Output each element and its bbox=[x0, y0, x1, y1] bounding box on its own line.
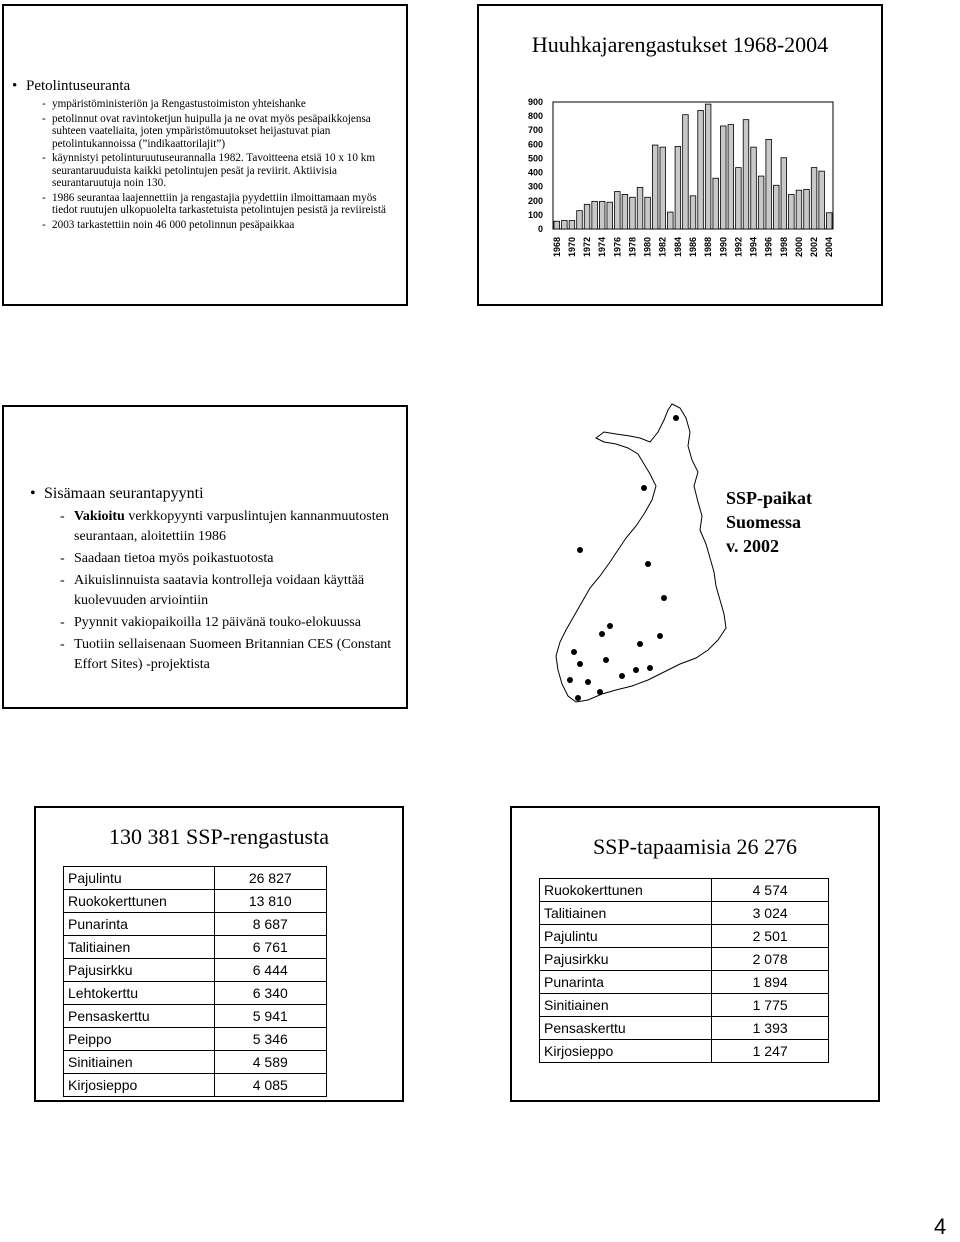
map-title bbox=[726, 486, 856, 558]
table-row bbox=[540, 925, 829, 948]
recapture-table bbox=[539, 878, 829, 1063]
map-title-line: v. 2002 bbox=[726, 536, 780, 556]
bar bbox=[743, 120, 749, 229]
bar bbox=[599, 201, 605, 229]
bar bbox=[720, 126, 726, 229]
slide3-heading: • Sisämaan seurantapyynti bbox=[44, 485, 204, 503]
bar bbox=[668, 212, 674, 229]
y-tick-label: 200 bbox=[527, 195, 543, 206]
species-name: Ruokokerttunen bbox=[540, 879, 712, 902]
species-count: 13 810 bbox=[214, 890, 326, 913]
species-name: Pajulintu bbox=[540, 925, 712, 948]
species-count: 4 574 bbox=[712, 879, 829, 902]
bar bbox=[660, 147, 666, 229]
slide3-item: - Pyynnit vakiopaikoilla 12 päivänä touko-elokuussa bbox=[60, 613, 400, 633]
slide-petolintuseuranta bbox=[2, 4, 408, 306]
slide5-title: SSP-tapaamisia 26 276 bbox=[592, 834, 798, 859]
bar bbox=[758, 176, 764, 229]
bar bbox=[577, 211, 583, 229]
bar bbox=[811, 168, 817, 229]
bar bbox=[698, 110, 704, 229]
slide4-title: 130 381 SSP-rengastusta bbox=[109, 824, 329, 849]
species-name: Peippo bbox=[64, 1028, 215, 1051]
ssp-site-dot bbox=[585, 679, 591, 685]
x-tick-label: 1976 bbox=[612, 237, 623, 258]
ssp-site-dot bbox=[673, 415, 679, 421]
species-count: 2 501 bbox=[712, 925, 829, 948]
x-tick-label: 2004 bbox=[824, 237, 835, 258]
bar bbox=[796, 190, 802, 229]
species-name: Sinitiainen bbox=[540, 994, 712, 1017]
table-row bbox=[540, 994, 829, 1017]
species-count: 6 761 bbox=[214, 936, 326, 959]
x-tick-label: 1992 bbox=[733, 237, 744, 258]
x-tick-label: 1970 bbox=[566, 237, 577, 258]
x-tick-label: 1996 bbox=[763, 237, 774, 258]
slide1-item: - 2003 tarkastettiin noin 46 000 petolinnun pesäpaikkaa bbox=[42, 219, 386, 232]
ssp-site-dot bbox=[597, 689, 603, 695]
species-count: 8 687 bbox=[214, 913, 326, 936]
slide1-item: - petolinnut ovat ravintoketjun huipulla ja ne ovat myös pesäpaikkojensa suhteen vaateliaita, joten ympäristömuutokset heijastuvat pian petolintukannoissa (”indikaattorilajit”) bbox=[42, 113, 386, 151]
bar bbox=[615, 192, 621, 229]
species-name: Pajusirkku bbox=[540, 948, 712, 971]
bar bbox=[713, 178, 719, 229]
bar bbox=[652, 145, 658, 229]
species-name: Talitiainen bbox=[540, 902, 712, 925]
x-tick-label: 1974 bbox=[597, 237, 608, 258]
ssp-site-dot bbox=[599, 631, 605, 637]
x-tick-label: 1986 bbox=[688, 237, 698, 258]
bar bbox=[736, 168, 742, 229]
finland-outline bbox=[556, 404, 726, 702]
slide1-bullets bbox=[42, 98, 386, 233]
y-tick-label: 0 bbox=[537, 224, 543, 234]
ssp-site-dot bbox=[661, 595, 667, 601]
y-tick-label: 800 bbox=[527, 111, 543, 122]
bar bbox=[592, 201, 598, 229]
bar bbox=[675, 146, 681, 229]
y-tick-label: 700 bbox=[527, 125, 543, 136]
bar bbox=[645, 197, 651, 229]
bar bbox=[773, 185, 779, 229]
table-row bbox=[64, 867, 327, 890]
bar bbox=[728, 125, 734, 229]
x-tick-label: 1980 bbox=[642, 237, 653, 258]
ssp-site-dot bbox=[619, 673, 625, 679]
species-name: Punarinta bbox=[540, 971, 712, 994]
bar bbox=[554, 221, 560, 229]
x-tick-label: 1972 bbox=[582, 237, 593, 258]
x-tick-label: 1998 bbox=[778, 237, 789, 258]
ssp-site-dot bbox=[637, 641, 643, 647]
species-count: 4 085 bbox=[214, 1074, 326, 1097]
slide3-bullets bbox=[60, 507, 400, 677]
table-row bbox=[64, 959, 327, 982]
species-name: Ruokokerttunen bbox=[64, 890, 215, 913]
table-row bbox=[64, 1028, 327, 1051]
slide3-item: - Vakioitu verkkopyynti varpuslintujen kannanmuutosten seurantaan, aloitettiin 1986 bbox=[60, 507, 400, 547]
species-count: 4 589 bbox=[214, 1051, 326, 1074]
table-row bbox=[64, 1051, 327, 1074]
bar bbox=[562, 221, 568, 229]
species-count: 1 894 bbox=[712, 971, 829, 994]
ssp-site-dot bbox=[645, 561, 651, 567]
ssp-site-markers bbox=[567, 415, 679, 701]
x-tick-label: 1988 bbox=[703, 237, 714, 258]
bar bbox=[569, 221, 575, 229]
ssp-site-dot bbox=[647, 665, 653, 671]
species-count: 6 444 bbox=[214, 959, 326, 982]
species-count: 3 024 bbox=[712, 902, 829, 925]
x-tick-label: 2002 bbox=[809, 237, 820, 258]
bar bbox=[766, 139, 772, 229]
x-tick-label: 1984 bbox=[672, 237, 683, 258]
bar bbox=[683, 115, 689, 229]
table-row bbox=[64, 936, 327, 959]
slide1-heading: • Petolintuseuranta bbox=[26, 78, 130, 95]
species-count: 1 775 bbox=[712, 994, 829, 1017]
ssp-site-dot bbox=[577, 661, 583, 667]
bar bbox=[705, 104, 711, 229]
table-row bbox=[540, 902, 829, 925]
species-count: 5 346 bbox=[214, 1028, 326, 1051]
ssp-site-dot bbox=[607, 623, 613, 629]
ringing-table bbox=[63, 866, 327, 1097]
x-tick-label: 1968 bbox=[551, 237, 562, 258]
x-tick-label: 1982 bbox=[657, 237, 668, 258]
y-tick-label: 600 bbox=[527, 139, 543, 150]
x-tick-label: 1978 bbox=[627, 237, 638, 258]
ssp-site-dot bbox=[641, 485, 647, 491]
ssp-site-dot bbox=[657, 633, 663, 639]
x-tick-label: 1990 bbox=[718, 237, 729, 258]
ssp-site-dot bbox=[603, 657, 609, 663]
page-number: 4 bbox=[934, 1214, 947, 1239]
x-tick-label: 1994 bbox=[748, 237, 759, 258]
bar bbox=[789, 194, 795, 229]
slide3-item: - Saadaan tietoa myös poikastuotosta bbox=[60, 549, 400, 569]
x-tick-label: 2000 bbox=[793, 237, 804, 258]
species-count: 1 247 bbox=[712, 1040, 829, 1063]
species-name: Lehtokerttu bbox=[64, 982, 215, 1005]
slide3-item: - Aikuislinnuista saatavia kontrolleja voidaan käyttää kuolevuuden arviointiin bbox=[60, 571, 400, 611]
table-row bbox=[540, 1040, 829, 1063]
map-title-line: SSP-paikat bbox=[726, 488, 813, 508]
table-row bbox=[540, 971, 829, 994]
ssp-site-dot bbox=[575, 695, 581, 701]
table-row bbox=[64, 1005, 327, 1028]
bar bbox=[751, 147, 757, 229]
y-tick-label: 500 bbox=[527, 153, 543, 164]
bar bbox=[584, 204, 590, 229]
bar bbox=[819, 171, 825, 229]
ssp-site-dot bbox=[567, 677, 573, 683]
table-row bbox=[64, 982, 327, 1005]
y-tick-label: 400 bbox=[527, 167, 543, 178]
species-name: Pensaskerttu bbox=[540, 1017, 712, 1040]
bar bbox=[630, 197, 636, 229]
species-count: 5 941 bbox=[214, 1005, 326, 1028]
species-count: 6 340 bbox=[214, 982, 326, 1005]
species-name: Sinitiainen bbox=[64, 1051, 215, 1074]
table-row bbox=[540, 948, 829, 971]
slide-sisamaan-seurantapyynti bbox=[2, 405, 408, 709]
slide3-item: - Tuotiin sellaisenaan Suomeen Britannian CES (Constant Effort Sites) -projektista bbox=[60, 635, 400, 675]
species-name: Kirjosieppo bbox=[540, 1040, 712, 1063]
species-count: 1 393 bbox=[712, 1017, 829, 1040]
y-tick-label: 100 bbox=[527, 209, 543, 220]
table-row bbox=[64, 890, 327, 913]
slide-huuhkaja-chart bbox=[477, 4, 883, 306]
ssp-site-dot bbox=[633, 667, 639, 673]
table-row bbox=[64, 1074, 327, 1097]
species-name: Pajulintu bbox=[64, 867, 215, 890]
table-row bbox=[540, 879, 829, 902]
bar bbox=[826, 213, 832, 229]
y-tick-label: 300 bbox=[527, 181, 543, 192]
slide1-item: - ympäristöministeriön ja Rengastustoimiston yhteishanke bbox=[42, 98, 386, 111]
bar bbox=[781, 158, 787, 229]
species-name: Talitiainen bbox=[64, 936, 215, 959]
species-name: Pensaskerttu bbox=[64, 1005, 215, 1028]
species-count: 2 078 bbox=[712, 948, 829, 971]
y-tick-label: 900 bbox=[527, 97, 543, 107]
bar bbox=[637, 187, 643, 229]
chart-title: Huuhkajarengastukset 1968-2004 bbox=[531, 32, 829, 57]
slide1-item: - 1986 seurantaa laajennettiin ja rengastajia pyydettiin ilmoittamaan myös tiedot ruutujen ulkopuolelta tarkastetuista petolintujen pesistä ja reviireistä bbox=[42, 192, 386, 217]
ssp-site-dot bbox=[577, 547, 583, 553]
bar bbox=[690, 196, 696, 229]
ssp-site-dot bbox=[571, 649, 577, 655]
table-row bbox=[540, 1017, 829, 1040]
species-name: Punarinta bbox=[64, 913, 215, 936]
bar-chart bbox=[479, 6, 881, 304]
species-name: Pajusirkku bbox=[64, 959, 215, 982]
slide1-item: - käynnistyi petolinturuutuseurannalla 1982. Tavoitteena etsiä 10 x 10 km seurantaruuduista kaikki petolintujen pesät ja reviirit. Aktiivisia seurantaruutuja noin 130. bbox=[42, 152, 386, 190]
slide-ssp-tapaamisia bbox=[510, 806, 880, 1102]
finland-map bbox=[540, 402, 740, 722]
bar bbox=[607, 202, 613, 229]
map-title-line: Suomessa bbox=[726, 512, 802, 532]
slide-ssp-rengastusta bbox=[34, 806, 404, 1102]
species-count: 26 827 bbox=[214, 867, 326, 890]
bar bbox=[804, 189, 810, 229]
bar bbox=[622, 194, 628, 229]
table-row bbox=[64, 913, 327, 936]
species-name: Kirjosieppo bbox=[64, 1074, 215, 1097]
